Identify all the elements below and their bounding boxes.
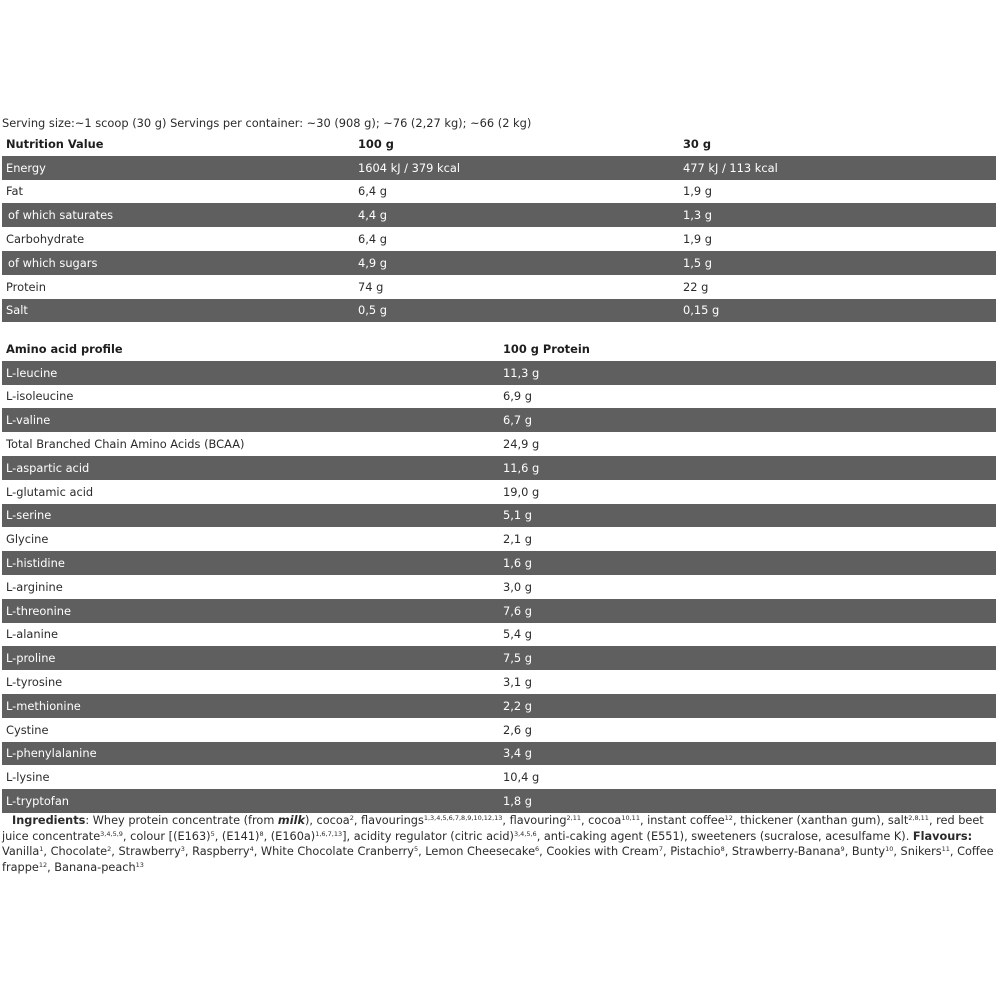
nutrition-row bbox=[2, 180, 996, 204]
ingredients-fragment: , Strawberry-Banana bbox=[724, 845, 841, 859]
nutrient-name: Fat bbox=[6, 184, 23, 199]
flavours-label: Flavours: bbox=[912, 829, 973, 843]
footnote-marker: 1 bbox=[39, 845, 44, 854]
ingredients-fragment: , Snikers bbox=[893, 845, 942, 859]
amino-row bbox=[2, 361, 996, 385]
ingredients-fragment: ], acidity regulator (citric acid) bbox=[342, 829, 514, 843]
nutrient-value-30g: 22 g bbox=[683, 279, 709, 294]
amino-acid-value: 2,6 g bbox=[503, 722, 532, 737]
footnote-marker: 2,8,11 bbox=[908, 814, 929, 822]
footnote-marker: 12 bbox=[38, 860, 48, 869]
ingredients-fragment: : Whey protein concentrate (from bbox=[85, 814, 278, 827]
ingredients-fragment: , instant coffee bbox=[639, 814, 725, 827]
nutrition-row bbox=[2, 275, 996, 299]
nutrition-table bbox=[2, 132, 996, 322]
nutrition-header-row bbox=[2, 132, 996, 156]
nutrition-row bbox=[2, 156, 996, 180]
nutrient-value-100g: 1604 kJ / 379 kcal bbox=[354, 156, 679, 180]
amino-row bbox=[2, 765, 996, 789]
footnote-marker: 11 bbox=[941, 845, 950, 854]
allergen-text: milk bbox=[277, 814, 305, 827]
amino-acid-name: Glycine bbox=[6, 532, 49, 547]
ingredients-fragment: , White Chocolate Cranberry bbox=[253, 845, 414, 859]
nutrient-name: Energy bbox=[2, 156, 354, 180]
footnote-marker: 9 bbox=[840, 845, 845, 854]
amino-acid-name: L-proline bbox=[2, 646, 499, 670]
amino-acid-name: L-aspartic acid bbox=[2, 456, 499, 480]
amino-acid-name: L-alanine bbox=[6, 627, 58, 642]
ingredients-fragment: ), cocoa bbox=[304, 814, 350, 827]
nutrition-header-cell: 100 g bbox=[358, 136, 394, 151]
ingredients-fragment: , anti-caking agent (E551), sweeteners (sucralose, acesulfame K). bbox=[536, 829, 913, 843]
amino-acid-value: 5,1 g bbox=[499, 504, 996, 528]
amino-acid-name: L-arginine bbox=[6, 579, 63, 594]
nutrition-row bbox=[2, 251, 996, 275]
amino-row bbox=[2, 646, 996, 670]
ingredients-fragment: , Cookies with Cream bbox=[539, 845, 659, 859]
ingredients-fragment: , Banana-peach bbox=[47, 860, 136, 874]
footnote-marker: 5 bbox=[210, 829, 215, 838]
footnote-marker: 2 bbox=[107, 845, 112, 854]
amino-row bbox=[2, 599, 996, 623]
amino-acid-name: L-lysine bbox=[6, 770, 50, 785]
ingredients-fragment: , (E160a) bbox=[263, 829, 316, 843]
footnote-marker: 2 bbox=[349, 814, 354, 822]
amino-acid-name: L-isoleucine bbox=[6, 389, 74, 404]
amino-acid-name: L-threonine bbox=[2, 599, 499, 623]
amino-row bbox=[2, 694, 996, 718]
amino-row bbox=[2, 432, 996, 456]
amino-acid-table bbox=[2, 337, 996, 813]
ingredients-fragment: , Lemon Cheesecake bbox=[418, 845, 536, 859]
nutrient-value-100g: 4,4 g bbox=[354, 203, 679, 227]
amino-acid-value: 2,2 g bbox=[499, 694, 996, 718]
footnote-marker: 10 bbox=[885, 845, 894, 854]
footnote-marker: 1,3,4,5,6,7,8,9,10,12,13 bbox=[423, 814, 503, 822]
amino-acid-value: 1,6 g bbox=[499, 551, 996, 575]
ingredients-fragment: Vanilla bbox=[2, 845, 40, 859]
footnote-marker: 3,4,5,9 bbox=[100, 829, 123, 838]
amino-row bbox=[2, 408, 996, 432]
nutrient-name: Carbohydrate bbox=[6, 232, 85, 247]
amino-header-cell: Amino acid profile bbox=[6, 341, 123, 356]
footnote-marker: 8 bbox=[720, 845, 725, 854]
footnote-marker: 4 bbox=[249, 845, 254, 854]
ingredients-text bbox=[2, 813, 996, 875]
ingredients-fragment: , flavourings bbox=[353, 814, 424, 827]
amino-acid-name: L-methionine bbox=[2, 694, 499, 718]
ingredients-fragment: , Strawberry bbox=[111, 845, 181, 859]
amino-acid-value: 19,0 g bbox=[503, 484, 540, 499]
nutrient-value-30g: 477 kJ / 113 kcal bbox=[679, 156, 996, 180]
nutrient-value-100g: 74 g bbox=[358, 279, 384, 294]
amino-acid-name: Cystine bbox=[6, 722, 49, 737]
amino-row bbox=[2, 718, 996, 742]
footnote-marker: 12 bbox=[724, 814, 733, 822]
amino-header-cell: 100 g Protein bbox=[503, 341, 590, 356]
ingredients-fragment: , flavouring bbox=[502, 814, 567, 827]
footnote-marker: 7 bbox=[658, 845, 664, 854]
footnote-marker: 6 bbox=[535, 845, 540, 854]
ingredients-fragment: , Bunty bbox=[844, 845, 886, 859]
amino-acid-name: L-tryptofan bbox=[2, 789, 499, 813]
amino-acid-value: 10,4 g bbox=[503, 770, 540, 785]
nutrient-value-30g: 0,15 g bbox=[679, 299, 996, 323]
nutrition-row bbox=[2, 203, 996, 227]
amino-acid-value: 24,9 g bbox=[503, 437, 540, 452]
nutrient-name: Salt bbox=[2, 299, 354, 323]
serving-info: Serving size:~1 scoop (30 g) Servings per container: ~30 (908 g); ~76 (2,27 kg); ~66 (2 kg) bbox=[2, 116, 532, 130]
nutrition-row bbox=[2, 299, 996, 323]
amino-row bbox=[2, 385, 996, 409]
nutrient-value-100g: 6,4 g bbox=[358, 232, 387, 247]
nutrition-row bbox=[2, 227, 996, 251]
ingredients-fragment: , Raspberry bbox=[184, 845, 250, 859]
footnote-marker: 1,6,7,13 bbox=[315, 829, 343, 838]
amino-row bbox=[2, 480, 996, 504]
amino-acid-value: 2,1 g bbox=[503, 532, 532, 547]
amino-acid-name: L-valine bbox=[2, 408, 499, 432]
ingredients-fragment: , thickener (xanthan gum), salt bbox=[732, 814, 909, 827]
amino-acid-name: L-histidine bbox=[2, 551, 499, 575]
amino-row bbox=[2, 527, 996, 551]
amino-acid-value: 5,4 g bbox=[503, 627, 532, 642]
amino-row bbox=[2, 623, 996, 647]
amino-acid-value: 6,9 g bbox=[503, 389, 532, 404]
nutrient-value-30g: 1,9 g bbox=[683, 232, 712, 247]
ingredients-fragment: , colour [(E163) bbox=[122, 829, 211, 843]
ingredients-fragment: , Chocolate bbox=[43, 845, 108, 859]
ingredients-fragment: , Pistachio bbox=[663, 845, 721, 859]
amino-acid-value: 11,6 g bbox=[499, 456, 996, 480]
amino-acid-name: L-leucine bbox=[2, 361, 499, 385]
ingredients-fragment: , Coffee frappe bbox=[2, 845, 994, 874]
nutrient-name: Protein bbox=[6, 279, 46, 294]
nutrient-value-100g: 6,4 g bbox=[358, 184, 387, 199]
amino-acid-name: Total Branched Chain Amino Acids (BCAA) bbox=[6, 437, 245, 452]
ingredients-label: Ingredients bbox=[12, 814, 86, 827]
nutrient-name: of which sugars bbox=[2, 251, 354, 275]
amino-acid-value: 3,4 g bbox=[499, 742, 996, 766]
amino-acid-value: 7,5 g bbox=[499, 646, 996, 670]
nutrition-header-cell: Nutrition Value bbox=[6, 136, 104, 151]
nutrient-value-30g: 1,3 g bbox=[679, 203, 996, 227]
amino-row bbox=[2, 456, 996, 480]
amino-acid-value: 11,3 g bbox=[499, 361, 996, 385]
footnote-marker: 8 bbox=[259, 829, 264, 838]
nutrient-value-100g: 0,5 g bbox=[354, 299, 679, 323]
amino-row bbox=[2, 504, 996, 528]
footnote-marker: 5 bbox=[413, 845, 419, 854]
nutrient-name: of which saturates bbox=[2, 203, 354, 227]
amino-acid-value: 7,6 g bbox=[499, 599, 996, 623]
amino-acid-value: 6,7 g bbox=[499, 408, 996, 432]
ingredients-fragment: , (E141) bbox=[214, 829, 260, 843]
amino-row bbox=[2, 670, 996, 694]
amino-acid-name: L-phenylalanine bbox=[2, 742, 499, 766]
amino-row bbox=[2, 742, 996, 766]
ingredients-fragment: , red beet juice concentrate bbox=[2, 814, 984, 843]
amino-acid-value: 3,1 g bbox=[503, 675, 532, 690]
footnote-marker: 10,11 bbox=[621, 814, 640, 822]
nutrient-value-30g: 1,9 g bbox=[683, 184, 712, 199]
footnote-marker: 3,4,5,6 bbox=[513, 829, 537, 838]
amino-header-row bbox=[2, 337, 996, 361]
amino-acid-name: L-glutamic acid bbox=[6, 484, 94, 499]
amino-row bbox=[2, 789, 996, 813]
nutrition-header-cell: 30 g bbox=[683, 136, 711, 151]
footnote-marker: 13 bbox=[135, 860, 144, 869]
nutrient-value-100g: 4,9 g bbox=[354, 251, 679, 275]
amino-acid-name: L-serine bbox=[2, 504, 499, 528]
amino-acid-value: 3,0 g bbox=[503, 579, 532, 594]
ingredients-fragment: , cocoa bbox=[580, 814, 622, 827]
nutrient-value-30g: 1,5 g bbox=[679, 251, 996, 275]
amino-row bbox=[2, 551, 996, 575]
amino-acid-name: L-tyrosine bbox=[6, 675, 63, 690]
amino-row bbox=[2, 575, 996, 599]
amino-acid-value: 1,8 g bbox=[499, 789, 996, 813]
footnote-marker: 2,11 bbox=[566, 814, 581, 822]
footnote-marker: 3 bbox=[180, 845, 185, 854]
